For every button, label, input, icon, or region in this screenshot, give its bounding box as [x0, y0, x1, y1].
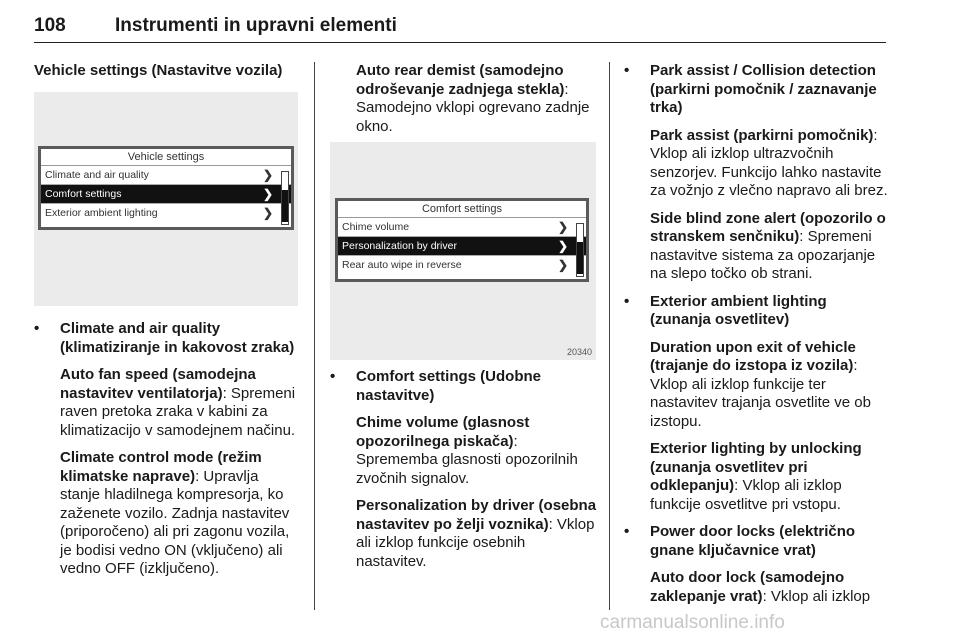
- bullet-icon: •: [624, 292, 630, 310]
- setting-desc: Side blind zone alert (opozorilo o stranskem senčniku): Spremeni nastavitve sistema za opozarjanje na slepo točko ob strani.: [650, 209, 886, 282]
- vehicle-settings-figure: [34, 92, 298, 306]
- figure-number: 20340: [566, 347, 592, 357]
- bullet-icon: •: [330, 368, 336, 385]
- scrollbar: [576, 223, 584, 277]
- setting-desc: Personalization by driver (osebna nastavitev po želji voznika): Vklop ali izklop funkcije osebnih nastavitev.: [356, 497, 597, 570]
- column-1: [34, 62, 300, 81]
- bullet-icon: •: [34, 320, 40, 337]
- bullet-item: [624, 293, 890, 515]
- setting-desc: Auto rear demist (samodejno odroševanje zadnjega stekla): Samodejno vklopi ogrevano zadnje okno.: [356, 62, 590, 135]
- scrollbar-thumb: [282, 190, 288, 222]
- bullet-title: Comfort settings (Udobne nastavitve): [356, 368, 541, 404]
- setting-desc: Chime volume (glasnost opozorilnega piskača): Sprememba glasnosti opozorilnih zvočnih signalov.: [356, 414, 578, 487]
- column-1-text: [34, 320, 300, 579]
- bullet-item: [330, 368, 598, 571]
- setting-desc: Park assist (parkirni pomočnik): Vklop ali izklop ultrazvočnih senzorjev. Funkcijo lahko nastavite za vožnjo z vlečno napravo ali brez.: [650, 126, 888, 199]
- chevron-right-icon: ❯: [262, 187, 273, 201]
- setting-desc: Duration upon exit of vehicle (trajanje do izstopa iz vozila): Vklop ali izklop funkcije ter nastavitev trajanja osvetlite ve ob izstopu.: [650, 338, 871, 430]
- scrollbar-thumb: [577, 242, 583, 274]
- chevron-right-icon: ❯: [262, 206, 273, 220]
- column-divider: [609, 62, 610, 610]
- column-divider: [314, 62, 315, 610]
- menu-item: Chime volume ❯: [338, 218, 586, 237]
- bullet-title: Power door locks (električno gnane ključavnice vrat): [650, 523, 856, 559]
- bullet-icon: •: [624, 62, 630, 79]
- watermark: carmanualsonline.info: [600, 612, 785, 633]
- chevron-right-icon: ❯: [557, 258, 568, 272]
- screen-title: Vehicle settings: [41, 149, 291, 166]
- setting-desc: Auto door lock (samodejno zaklepanje vrat): Vklop ali izklop: [650, 569, 871, 605]
- setting-desc: Exterior lighting by unlocking (zunanja osvetlitev pri odklepanju): Vklop ali izklop funkcije osvetlitve pri vstopu.: [650, 440, 862, 513]
- menu-item-selected: Personalization by driver ❯: [338, 237, 586, 256]
- bullet-title: Exterior ambient lighting (zunanja osvetlitev): [650, 292, 827, 328]
- menu-item: Exterior ambient lighting ❯: [45, 206, 273, 220]
- bullet-title: Park assist / Collision detection (parkirni pomočnik / zaznavanje trka): [650, 62, 877, 116]
- menu-item: Rear auto wipe in reverse ❯: [342, 258, 568, 272]
- setting-desc: Climate control mode (režim klimatske naprave): Upravlja stanje hladilnega kompresorja, ko zaženete vozilo. Zadnja nastavitev (priporočeno) ali pri zagonu vozila, je bodisi vedno ON (vključeno) ali vedno OFF (izključeno).: [60, 449, 290, 577]
- screen-title: Comfort settings: [338, 201, 586, 218]
- scrollbar: [281, 171, 289, 225]
- bullet-icon: •: [624, 523, 630, 540]
- bullet-title: Climate and air quality (klimatiziranje in kakovost zraka): [60, 320, 295, 356]
- menu-item-selected: Comfort settings ❯: [41, 185, 291, 204]
- page-header: [34, 10, 886, 43]
- column-3: [624, 62, 890, 606]
- chevron-right-icon: ❯: [557, 220, 568, 234]
- comfort-settings-figure: [330, 142, 596, 360]
- page-title: Instrumenti in upravni elementi: [115, 15, 397, 36]
- bullet-item: [624, 523, 890, 606]
- section-heading: Vehicle settings (Nastavitve vozila): [34, 62, 283, 79]
- page-number: 108: [34, 15, 66, 36]
- chevron-right-icon: ❯: [262, 168, 273, 182]
- column-2: [330, 62, 598, 136]
- column-2-text: [330, 368, 598, 571]
- screen-display: [38, 146, 294, 230]
- chevron-right-icon: ❯: [557, 239, 568, 253]
- bullet-item: [624, 62, 890, 284]
- bullet-item: [34, 320, 300, 579]
- screen-display: [335, 198, 589, 282]
- setting-desc: Auto fan speed (samodejna nastavitev ventilatorja): Spremeni raven pretoka zraka v kabini za klimatizacijo v samodejnem načinu.: [60, 366, 296, 439]
- menu-item: Climate and air quality ❯: [41, 166, 291, 185]
